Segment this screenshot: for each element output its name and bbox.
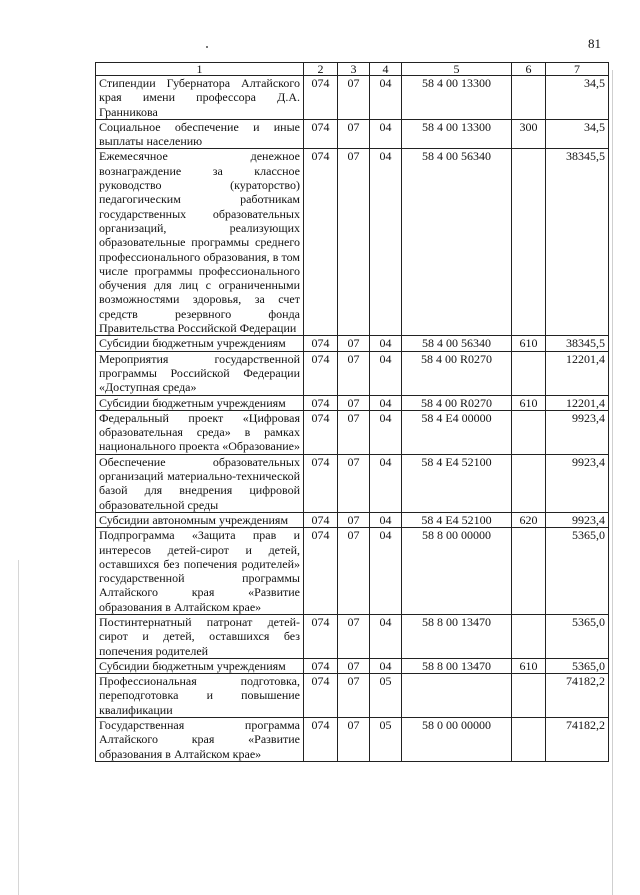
table-row bbox=[96, 395, 609, 410]
row-subsection-code: 04 bbox=[370, 119, 402, 149]
table-row bbox=[96, 674, 609, 718]
row-section-code: 07 bbox=[338, 674, 370, 718]
row-amount: 9923,4 bbox=[546, 454, 609, 512]
row-ministry-code: 074 bbox=[304, 528, 338, 615]
scan-edge-left bbox=[18, 560, 19, 895]
header-col-6: 6 bbox=[512, 63, 546, 76]
header-col-4: 4 bbox=[370, 63, 402, 76]
row-subsection-code: 04 bbox=[370, 336, 402, 351]
row-subsection-code: 04 bbox=[370, 76, 402, 120]
row-target-article: 58 8 00 13470 bbox=[402, 658, 512, 673]
row-subsection-code: 04 bbox=[370, 149, 402, 336]
row-section-code: 07 bbox=[338, 718, 370, 762]
budget-table bbox=[95, 62, 609, 762]
table-row bbox=[96, 658, 609, 673]
row-name: Мероприятия государственной программы Российской Федерации «Доступная среда» bbox=[96, 351, 304, 395]
row-name: Субсидии бюджетным учреждениям bbox=[96, 658, 304, 673]
header-col-2: 2 bbox=[304, 63, 338, 76]
row-ministry-code: 074 bbox=[304, 658, 338, 673]
table-row bbox=[96, 718, 609, 762]
row-expense-type: 300 bbox=[512, 119, 546, 149]
row-amount: 34,5 bbox=[546, 76, 609, 120]
row-subsection-code: 04 bbox=[370, 658, 402, 673]
row-section-code: 07 bbox=[338, 454, 370, 512]
row-target-article: 58 4 E4 00000 bbox=[402, 410, 512, 454]
row-amount: 38345,5 bbox=[546, 336, 609, 351]
row-ministry-code: 074 bbox=[304, 454, 338, 512]
row-expense-type bbox=[512, 614, 546, 658]
row-amount: 74182,2 bbox=[546, 718, 609, 762]
row-target-article: 58 4 00 56340 bbox=[402, 336, 512, 351]
row-section-code: 07 bbox=[338, 351, 370, 395]
table-row bbox=[96, 512, 609, 527]
row-subsection-code: 04 bbox=[370, 351, 402, 395]
row-expense-type bbox=[512, 528, 546, 615]
row-expense-type bbox=[512, 351, 546, 395]
row-name: Профессиональная подготовка, переподготовка и повышение квалификации bbox=[96, 674, 304, 718]
row-amount: 9923,4 bbox=[546, 512, 609, 527]
row-ministry-code: 074 bbox=[304, 512, 338, 527]
row-expense-type: 610 bbox=[512, 336, 546, 351]
page-number: 81 bbox=[588, 36, 601, 51]
row-ministry-code: 074 bbox=[304, 119, 338, 149]
row-subsection-code: 04 bbox=[370, 528, 402, 615]
row-ministry-code: 074 bbox=[304, 410, 338, 454]
row-target-article: 58 0 00 00000 bbox=[402, 718, 512, 762]
row-section-code: 07 bbox=[338, 119, 370, 149]
row-amount: 5365,0 bbox=[546, 658, 609, 673]
row-target-article: 58 4 00 13300 bbox=[402, 76, 512, 120]
row-ministry-code: 074 bbox=[304, 674, 338, 718]
header-col-1: 1 bbox=[96, 63, 304, 76]
table-row bbox=[96, 454, 609, 512]
table-row bbox=[96, 410, 609, 454]
row-expense-type: 620 bbox=[512, 512, 546, 527]
row-ministry-code: 074 bbox=[304, 149, 338, 336]
row-name: Субсидии бюджетным учреждениям bbox=[96, 336, 304, 351]
row-amount: 38345,5 bbox=[546, 149, 609, 336]
row-ministry-code: 074 bbox=[304, 718, 338, 762]
row-name: Федеральный проект «Цифровая образовательная среда» в рамках национального проекта «Образование» bbox=[96, 410, 304, 454]
row-expense-type bbox=[512, 76, 546, 120]
row-expense-type bbox=[512, 674, 546, 718]
row-subsection-code: 04 bbox=[370, 614, 402, 658]
table-row bbox=[96, 149, 609, 336]
row-subsection-code: 04 bbox=[370, 512, 402, 527]
row-ministry-code: 074 bbox=[304, 76, 338, 120]
row-amount: 74182,2 bbox=[546, 674, 609, 718]
row-section-code: 07 bbox=[338, 149, 370, 336]
row-target-article: 58 4 E4 52100 bbox=[402, 512, 512, 527]
row-name: Обеспечение образовательных организаций материально-технической базой для внедрения цифровой образовательной среды bbox=[96, 454, 304, 512]
row-amount: 9923,4 bbox=[546, 410, 609, 454]
row-section-code: 07 bbox=[338, 528, 370, 615]
row-section-code: 07 bbox=[338, 395, 370, 410]
row-name: Ежемесячное денежное вознаграждение за классное руководство (кураторство) педагогическим работникам государственных образовательных организаций, реализующих образовательные программы среднего профессионального образования, в том числе программы профессионального обучения для лиц с ограниченными возможностями здоровья, за счет средств резервного фонда Правительства Российской Федерации bbox=[96, 149, 304, 336]
row-expense-type bbox=[512, 149, 546, 336]
row-subsection-code: 04 bbox=[370, 410, 402, 454]
row-subsection-code: 04 bbox=[370, 395, 402, 410]
row-amount: 5365,0 bbox=[546, 614, 609, 658]
row-subsection-code: 05 bbox=[370, 674, 402, 718]
table-row bbox=[96, 76, 609, 120]
header-col-7: 7 bbox=[546, 63, 609, 76]
row-expense-type bbox=[512, 410, 546, 454]
scan-speck bbox=[206, 46, 208, 48]
table-row bbox=[96, 614, 609, 658]
row-amount: 5365,0 bbox=[546, 528, 609, 615]
row-section-code: 07 bbox=[338, 336, 370, 351]
row-expense-type bbox=[512, 718, 546, 762]
header-col-3: 3 bbox=[338, 63, 370, 76]
header-col-5: 5 bbox=[402, 63, 512, 76]
row-section-code: 07 bbox=[338, 614, 370, 658]
row-amount: 12201,4 bbox=[546, 395, 609, 410]
table-row bbox=[96, 528, 609, 615]
row-amount: 34,5 bbox=[546, 119, 609, 149]
row-ministry-code: 074 bbox=[304, 614, 338, 658]
row-target-article bbox=[402, 674, 512, 718]
row-target-article: 58 4 00 13300 bbox=[402, 119, 512, 149]
row-ministry-code: 074 bbox=[304, 351, 338, 395]
row-ministry-code: 074 bbox=[304, 336, 338, 351]
table-row bbox=[96, 119, 609, 149]
row-section-code: 07 bbox=[338, 76, 370, 120]
row-section-code: 07 bbox=[338, 410, 370, 454]
row-subsection-code: 05 bbox=[370, 718, 402, 762]
row-expense-type: 610 bbox=[512, 658, 546, 673]
row-name: Постинтернатный патронат детей-сирот и детей, оставшихся без попечения родителей bbox=[96, 614, 304, 658]
row-target-article: 58 4 00 R0270 bbox=[402, 351, 512, 395]
row-name: Субсидии автономным учреждениям bbox=[96, 512, 304, 527]
row-ministry-code: 074 bbox=[304, 395, 338, 410]
row-target-article: 58 4 00 56340 bbox=[402, 149, 512, 336]
row-amount: 12201,4 bbox=[546, 351, 609, 395]
table-row bbox=[96, 336, 609, 351]
row-name: Социальное обеспечение и иные выплаты населению bbox=[96, 119, 304, 149]
row-section-code: 07 bbox=[338, 512, 370, 527]
row-target-article: 58 8 00 13470 bbox=[402, 614, 512, 658]
row-subsection-code: 04 bbox=[370, 454, 402, 512]
row-section-code: 07 bbox=[338, 658, 370, 673]
scan-edge-right bbox=[612, 70, 613, 895]
row-name: Государственная программа Алтайского края «Развитие образования в Алтайском крае» bbox=[96, 718, 304, 762]
row-name: Стипендии Губернатора Алтайского края имени профессора Д.А. Гранникова bbox=[96, 76, 304, 120]
row-target-article: 58 8 00 00000 bbox=[402, 528, 512, 615]
row-target-article: 58 4 E4 52100 bbox=[402, 454, 512, 512]
table-row bbox=[96, 351, 609, 395]
row-name: Субсидии бюджетным учреждениям bbox=[96, 395, 304, 410]
row-target-article: 58 4 00 R0270 bbox=[402, 395, 512, 410]
row-expense-type bbox=[512, 454, 546, 512]
table-header-row bbox=[96, 63, 609, 76]
row-name: Подпрограмма «Защита прав и интересов детей-сирот и детей, оставшихся без попечения родителей» государственной программы Алтайского края «Развитие образования в Алтайском крае» bbox=[96, 528, 304, 615]
row-expense-type: 610 bbox=[512, 395, 546, 410]
